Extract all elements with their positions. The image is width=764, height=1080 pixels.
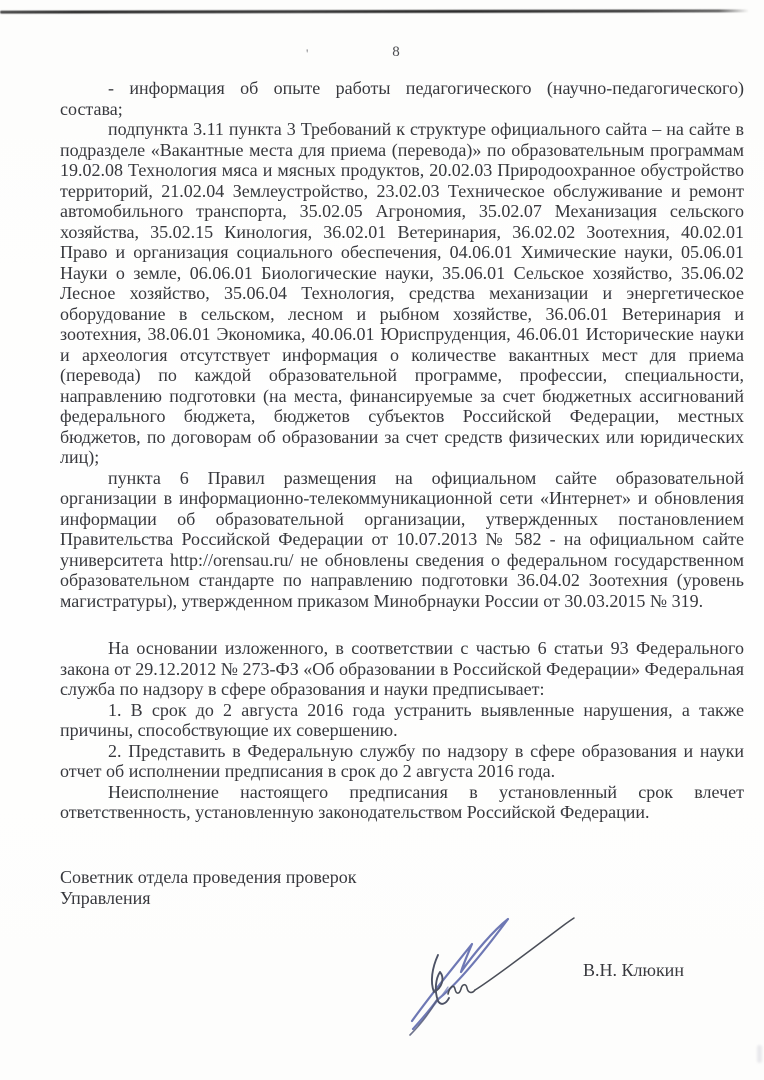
- scan-speck: ': [306, 46, 309, 61]
- page-number: 8: [392, 44, 400, 60]
- scan-edge-smudge: [757, 1045, 762, 1063]
- signature-role-line2: Управления: [60, 887, 151, 908]
- paragraph-liability-notice: Неисполнение настоящего предписания в установленный срок влечет ответственность, установленную законодательством Российской Федерации.: [60, 781, 744, 822]
- paragraph-vacant-places-violation: подпункта 3.11 пункта 3 Требований к структуре официального сайта – на сайте в подразделе «Вакантные места для приема (перевода)» по образовательным программам 19.02.08 Технология мяса и мясных продуктов, 20.02.03 Природоохранное обустройство территорий, 21.02.04 Землеустройство, 23.02.03 Техническое обслуживание и ремонт автомобильного транспорта, 35.02.05 Агрономия, 35.02.07 Механизация сельского хозяйства, 35.02.15 Кинология, 36.02.01 Ветеринария, 36.02.02 Зоотехния, 40.02.01 Право и организация социального обеспечения, 04.06.01 Химические науки, 05.06.01 Науки о земле, 06.06.01 Биологические науки, 35.06.01 Сельское хозяйство, 35.06.02 Лесное хозяйство, 35.06.04 Технология, средства механизации и энергетическое оборудование в сельском, лесном и рыбном хозяйстве, 36.06.01 Ветеринария и зоотехния, 38.06.01 Экономика, 40.06.01 Юриспруденция, 46.06.01 Исторические науки и археология отсутствует информация о количестве вакантных мест для приема (перевода) по каждой образовательной программе, профессии, специальности, направлению подготовки (на места, финансируемые за счет бюджетных ассигнований федерального бюджета, бюджетов субъектов Российской Федерации, местных бюджетов, по договорам об образовании за счет средств физических или юридических лиц);: [60, 119, 744, 467]
- paragraph-teaching-staff-info: - информация об опыте работы педагогического (научно-педагогического) состава;: [60, 78, 744, 119]
- paragraph-order-item-2: 2. Представить в Федеральную службу по надзору в сфере образования и науки отчет об исполнении предписания в срок до 2 августа 2016 года.: [60, 740, 744, 781]
- paragraph-website-rules-violation: пункта 6 Правил размещения на официальном сайте образовательной организации в информационно-телекоммуникационной сети «Интернет» и обновления информации об образовательной организации, утвержденных постановлением Правительства Российской Федерации от 10.07.2013 № 582 - на официальном сайте университета http://orensau.ru/ не обновлены сведения о федеральном государственном образовательном стандарте по направлению подготовки 36.04.02 Зоотехния (уровень магистратуры), утвержденном приказом Минобрнауки России от 30.03.2015 № 319.: [60, 467, 744, 611]
- paragraph-prescription-basis: На основании изложенного, в соответствии с частью 6 статьи 93 Федерального закона от 29.12.2012 № 273-ФЗ «Об образовании в Российской Федерации» Федеральная служба по надзору в сфере образования и науки предписывает:: [60, 638, 744, 699]
- signer-name: В.Н. Клюкин: [583, 960, 684, 980]
- scan-artifact-line: [0, 9, 749, 13]
- document-body: [60, 78, 744, 909]
- handwritten-signature-icon: [392, 888, 582, 1038]
- signature-role-line1: Советник отдела проведения проверок: [60, 866, 357, 887]
- paragraph-order-item-1: 1. В срок до 2 августа 2016 года устранить выявленные нарушения, а также причины, способствующие их совершению.: [60, 699, 744, 740]
